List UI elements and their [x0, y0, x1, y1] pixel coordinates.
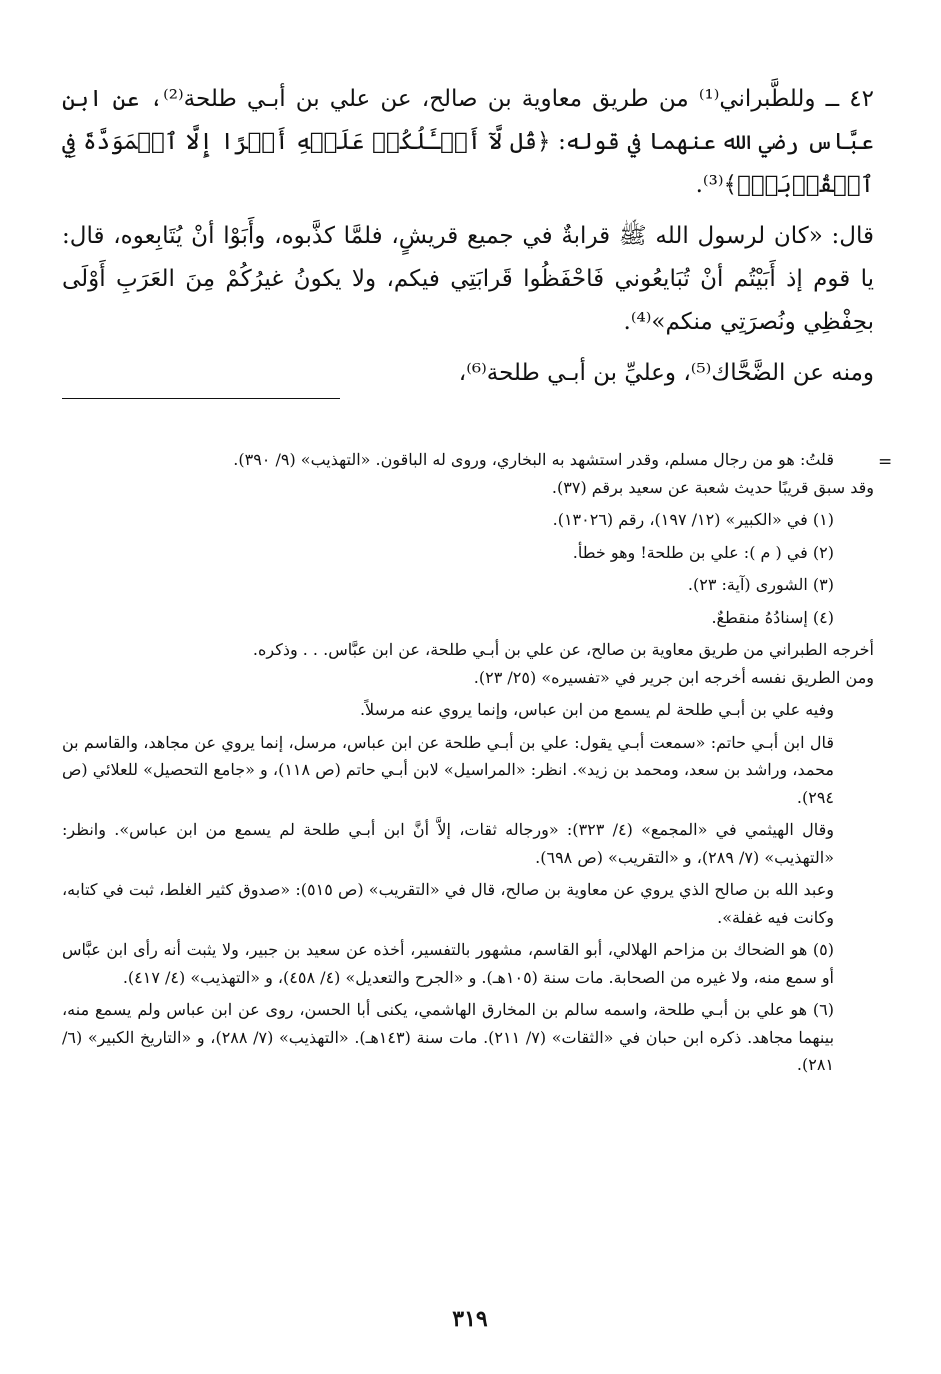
footnote-2: (٢) في ( م ): علي بن طلحة! وهو خطأ. [572, 542, 834, 562]
page-number: ٣١٩ [452, 1306, 488, 1332]
footnote-4-abdullah-bin-salih: وعبد الله بن صالح الذي يروي عن معاوية بن صالح، قال في «التقريب» (ص ٥١٥): «صدوق كثير الغلط، ثبت في كتابه، وكانت فيه غفلة». [62, 880, 835, 927]
footnote-3: (٣) الشورى (آية: ٢٣). [687, 575, 834, 594]
continuation-line: ومنه عن الضَّحَّاك⁽⁵⁾، وعليِّ بن أبـي طلحة⁽⁶⁾، [458, 360, 874, 386]
footnote-4-ibn-abi-hatim: قال ابن أبـي حاتم: «سمعت أبـي يقول: علي بن أبـي طلحة عن ابن عباس، مرسل، إنما يروي عن مجاهد، والقاسم بن محمد، وراشد بن سعد، ومحمد بن زيد». انظر: «المراسيل» لابن أبـي حاتم (ص ١١٨)، و «جامع التحصيل» للعلائي (ص ٢٩٤). [62, 732, 834, 807]
hadith-text: قال: «كان لرسول الله ﷺ قرابةٌ في جميع قريشٍ، فلمَّا كذَّبوه، وأَبَوْا أنْ يُتَابِعوه، قال: يا قوم إذ أَبَيْتُم أنْ تُبَايعُوني فَاحْفَظُوا قَرابَتِي فيكم، ولا يكونُ غيرُكُمْ مِنَ العَرَبِ أَوْلَى بحِفْظِي ونُصرَتِي منكم»⁽⁴⁾. [62, 223, 874, 335]
footnotes [62, 446, 874, 1079]
continuation-mark: = [878, 452, 893, 472]
hadith-42-intro [62, 78, 874, 207]
footnote-4-takhrij: أخرجه الطبراني من طريق معاوية بن صالح، عن علي بن أبـي طلحة، عن ابن عبَّاس. . . وذكره. [252, 640, 874, 659]
footnote-4-haythami: وقال الهيثمي في «المجمع» (٤/ ٣٢٣): «ورجاله ثقات، إلاَّ أنَّ ابن أبـي طلحة لم يسمع من ابن عباس». وانظر: «التهذيب» (٧/ ٢٨٩)، و «التقريب» (ص ٦٩٨). [62, 820, 835, 867]
footnote-6: (٦) هو علي بن أبـي طلحة، واسمه سالم بن المخارق الهاشمي، يكنى أبا الحسن، روى عن ابن عباس ولم يسمع منه، بينهما مجاهد. ذكره ابن حبان في «الثقات» (٧/ ٢١١). مات سنة (١٤٣هـ). «التهذيب» (٧/ ٢٨٨)، و «التاريخ الكبير» (٦/ ٢٨١). [62, 1000, 835, 1074]
footnote-4: (٤) إسنادُهُ منقطعٌ. [711, 607, 834, 627]
footnote-4-tafsir: ومن الطريق نفسه أخرجه ابن جرير في «تفسيره» (٢٥/ ٢٣). [473, 667, 874, 687]
main-text [62, 78, 874, 395]
intro-line-2: عن ابن عبَّاس رضي الله عنهما في قوله: ﴿قُل لَّآ أَسۡـَٔلُكُمۡ عَلَيۡهِ أَجۡرًا إِلَّا ٱلۡمَوَدَّةَ فِي ٱلۡقُرۡبَىٰۗ﴾⁽³⁾. [62, 86, 874, 198]
footnote-4-irsal: وفيه علي بن أبـي طلحة لم يسمع من ابن عباس، وإنما يروي عنه مرسلاً. [359, 700, 834, 719]
intro-line-1: ٤٢ ــ وللطَّبراني⁽¹⁾ من طريق معاوية بن صالح، عن علي بن أبـي طلحة⁽²⁾، [149, 86, 874, 112]
footnote-1: (١) في «الكبير» (١٢/ ١٩٧)، رقم (١٣٠٢٦). [552, 510, 834, 529]
footnote-separator [62, 398, 340, 399]
footnote-5: (٥) هو الضحاك بن مزاحم الهلالي، أبو القاسم، مشهور بالتفسير، أخذه عن سعيد بن جبير، ولا يثبت أنه رأى ابن عبَّاس أو سمع منه، ولا غيره من الصحابة. مات سنة (١٠٥هـ). و «الجرح والتعديل» (٤/ ٤٥٨)، و «التهذيب» (٤/ ٤١٧). [62, 940, 834, 987]
footnote-continued-1: قلتُ: هو من رجال مسلم، وقدر استشهد به البخاري، وروى له الباقون. «التهذيب» (٩/ ٣٩٠). [233, 450, 834, 469]
footnote-continued-2: وقد سبق قريبًا حديث شعبة عن سعيد برقم (٣٧). [551, 477, 874, 497]
